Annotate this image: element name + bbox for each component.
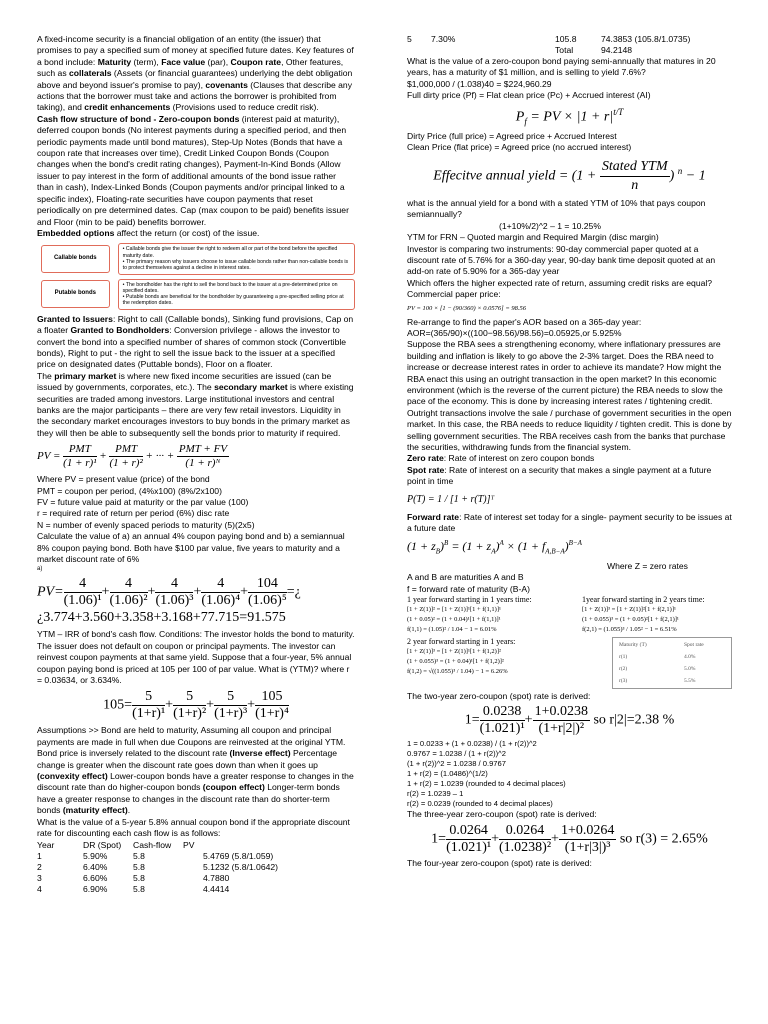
example-a-equation: PV= $\frac{4}{\text{(1.06)¹}}$ + $\frac{4}{\text{(1.06)²}}$ + $\frac{4}{\text{(1.06)³}}$ + $\frac{4}{\text{(1.06)⁴}}$ + $\frac{104}{\text{(1.06)⁵}}$ =¿ [37,576,301,609]
calc-label: a) [37,566,43,573]
compare-paragraph: Investor is comparing two instruments: 90-day commercial paper quoted at a discount rate of 5.76% for a 360-day year, 90-day bank time deposit quoted at an add-on rate of 5.90% for a 365-day year [407,243,716,277]
table-row: r(3) 5.5% [619,678,696,685]
spot-discount-table [37,840,282,895]
which-question: Which offers the higher expected rate of return, assuming credit risks are equal? [407,277,713,288]
left-column [37,34,355,895]
spot-rate-definition: Spot rate: Rate of interest on a security that makes a single payment at a future point in time [407,464,712,487]
four-year-title: The four-year zero-coupon (spot) rate is derived: [407,857,592,868]
putable-label: Putable bonds [41,280,110,308]
full-dirty-price: Full dirty price (Pf) = Flat clean price (Pc) + Accrued interest (AI) [407,90,651,101]
table-row: r(2) 5.0% [619,666,696,673]
right-column [407,34,732,869]
step-3: (1 + r(2))^2 = 1.0238 / 0.9767 [407,759,506,769]
spot-discount-table-continued [407,34,694,56]
embedded-options: Embedded options affect the return (or cost) of the issue. [37,227,260,238]
forward-example-3: 2 year forward starting in 1 years: [1 + Z(1)]³ = [1 + Z(1)]¹[1 + f(1,2)]² (1 + 0.055)³ = (1 + 0.04)¹[1 + f(1,2)]² f(1,2) = √((1.055)³ / 1.04) − 1 = 6.26% [407,637,516,676]
callable-description: • Callable bonds give the issuer the right to redeem all or part of the bond before the specified maturity date. • The primary reason why issuers choose to issue callable bonds rather than non-callable bonds is to protect themselves against a decline in interest rates. [118,243,355,274]
table-row: 4 6.90% 5.8 4.4414 [37,883,230,894]
cp-price-label: Commercial paper price: [407,289,501,300]
forward-example-1: 1 year forward starting in 1 years time: [1 + Z(1)]² = [1 + Z(1)]¹[1 + f(1,1)]¹ (1 + 0.05)² = (1 + 0.04)¹[1 + f(1,1)]¹ f(1,1) = (1.05)² / 1.04 − 1 = 6.01% [407,595,532,634]
f-definition: f = forward rate of maturity (B-A) [407,583,530,594]
cp-price-formula: PV = 100 × [1 − (90/360) × 0.0576] = 98.56 [407,304,526,312]
step-7: r(2) = 0.0239 (rounded to 4 decimal places) [407,799,553,809]
def-pmt: PMT = coupon per period, (4%x100) (8%/2x100) [37,485,222,496]
step-5: 1 + r(2) = 1.0239 (rounded to 4 decimal places) [407,779,566,789]
zero-rate-definition: Zero rate: Rate of interest on zero coupon bonds [407,453,595,464]
calc-question: Calculate the value of a) an annual 4% coupon paying bond and b) a semiannual 8% coupon paying bond. Both have $100 par value, five years to maturity and a market discount rate of 6% [37,531,345,564]
pf-formula: $P_f$ = PV × $|1 + r|^{t/T}$ [515,106,624,127]
forward-example-2: 1year forward starting in 2 years time: [1 + Z(1)]³ = [1 + Z(1)]²[1 + f(2,1)]¹ (1 + 0.055)³ = (1 + 0.05)²[1 + f(2,1)]¹ f(2,1) = (1.055)³ / 1.05² − 1 = 6.51% [582,595,705,634]
ytm-paragraph: YTM – IRR of bond's cash flow. Conditions: The investor holds the bond to maturity. The issuer does not default on coupon or principal payments. The investor can reinvest coupon payments at that same yield. Suppose that a four-year, 5% annual coupon paying bond is priced at 105 per 100 of par value. What is (YTM)? where r = 0.03634, or 3.634%. [37,629,355,686]
callable-label: Callable bonds [41,245,110,273]
step-2: 0.9767 = 1.0238 / (1 + r(2))^2 [407,749,506,759]
where-z: Where Z = zero rates [607,560,688,571]
callable-bonds-box [41,243,355,274]
def-n: N = number of evenly spaced periods to maturity (5)(2x5) [37,519,255,530]
rearrange-line: Re-arrange to find the paper's AOR based on a 365-day year: [407,316,642,327]
intro-paragraph: A fixed-income security is a financial obligation of an entity (the issuer) that promises to pay a specified sum of money at specified future dates. Key features of a bond include: Maturity (term), Face value (par), Coupon rate, Other features, such as collaterals (Assets (or financial guarantees) underlying the debt obligation above and beyond issuer's promise to pay), covenants (Clauses that describe any actions that the borrower must take and actions the borrower is prohibited from taking), and credit enhancements (Provisions used to reduce credit risk). [37,34,354,113]
spot-rate-mini-table [612,637,732,689]
granted-paragraph: Granted to Issuers: Right to call (Callable bonds), Sinking fund provisions, Cap on a floater Granted to Bondholders: Conversion privilege - allows the investor to convert the bond into a specified number of shares of common stock (Convertible bonds), Right to put - the right to sell the issue back to the issuer at a specified price on designated dates (Puttable bonds), Floor on a floater. [37,313,354,370]
three-year-equation: 1= $\frac{0.0264}{\text{(1.021)¹}}$ + $\frac{0.0264}{\text{(1.0238)²}}$ + $\frac{1+0.0264}{\text{(1+r|3|)³}}$ so r(3) = 2.65% [431,822,708,855]
table-total-row: Total 94.2148 [555,45,633,55]
two-year-title: The two-year zero-coupon (spot) rate is derived: [407,691,591,702]
aor-line: AOR=(365/90)×((100−98.56)/98.56)=0.05925,or 5.925% [407,327,622,338]
five-year-question: What is the value of a 5-year 5.8% annual coupon bond if the appropriate discount rate for discounting each cash flow is as follows: [37,816,350,839]
def-fv: FV = future value paid at maturity or the par value (100) [37,496,249,507]
assumptions-paragraph: Assumptions >> Bond are held to maturity, Assuming all coupon and principal payments are made in full when due Coupons are reinvested at the original YTM. Bond price is inversely related to the discount rate (Inverse effect) Percentage change is greater when the discount rate goes down than when it goes up (convexity effect) Lower-coupon bonds have a greater response to changes in the discount rate than do higher-coupon bonds (coupon effect) Longer-term bonds have a greater response to changes in the discount rate than do shorter-term bonds (maturity effect). [37,725,354,816]
table-row: 5 7.30% 105.8 74.3853 (105.8/1.0735) [407,34,691,44]
annual-yield-answer: (1+10%/2)^2 – 1 = 10.25% [499,220,601,231]
dirty-price: Dirty Price (full price) = Agreed price + Accrued Interest [407,131,617,142]
forward-formula: $(1 + z_B)^B = (1 + z_A)^A \times (1 + f_{A,B-A})^{B-A}$ [407,539,582,556]
forward-examples-top [407,595,732,635]
ytm-equation: 105= $\frac{5}{\text{(1+r)¹}}$ + $\frac{5}{\text{(1+r)²}}$ + $\frac{5}{\text{(1+r)³}}$ + $\frac{105}{\text{(1+r)⁴}}$ [103,689,289,722]
example-a-result: ¿3.774+3.560+3.358+3.168+77.715=91.575 [37,610,286,626]
def-pv: Where PV = present value (price) of the bond [37,474,210,485]
table-header: Maturity (T) Spot rate [619,642,704,649]
forward-examples-bottom [407,637,732,689]
pt-formula: P(T) = 1 / [1 + r(T)]ᵀ [407,493,495,505]
table-header: Year DR (Spot) Cash-flow PV [37,839,195,850]
effective-annual-yield-formula: Effecitve annual yield = (1 + $\frac{\text{Stated YTM}}{n}$ ) $^n$ − 1 [433,158,706,193]
putable-bonds-box [41,279,355,310]
step-6: r(2) = 1.0239 – 1 [407,789,464,799]
clean-price: Clean Price (flat price) = Agreed price (no accrued interest) [407,142,632,153]
table-row: 3 6.60% 5.8 4.7880 [37,872,230,883]
zero-coupon-answer: $1,000,000 / (1.038)40 = $224,960.29 [407,78,552,89]
table-row: 2 6.40% 5.8 5.1232 (5.8/1.0642) [37,861,279,872]
def-r: r = required rate of return per period (6%) disc rate [37,508,230,519]
market-paragraph: The primary market is where new fixed income securities are issued (can be issued by governments, corporates, etc.). The secondary market is where existing securities are traded among investors. Large institutional investors and central banks are the major participants – there are very few retail investors. Liquidity in the secondary market encourages investors to buy bonds in the primary market as they will then be able to subsequently sell the bonds prior to maturity if required. [37,370,354,438]
table-row: r(1) 4.0% [619,654,696,661]
table-row: 1 5.90% 5.8 5.4769 (5.8/1.059) [37,850,274,861]
forward-rate-definition: Forward rate: Rate of interest set today for a single- payment security to be issues at a future date [407,511,732,534]
frn-line: YTM for FRN – Quoted margin and Required Margin (disc margin) [407,232,659,243]
cashflow-paragraph: Cash flow structure of bond - Zero-coupon bonds (interest paid at maturity), deferred coupon bonds (No interest payments during a specified period, and then periodic payments made until bond matures), Step-Up Notes (Bonds that have a coupon rate that increases over time), Credit Linked Coupon Bonds (Coupon changes when the bond's credit rating changes), Payment-In-Kind Bonds (Allow issuer to pay interest in the form of additional amounts of the bond issue rather than in cash), Index-Linked Bonds (Coupon payments and/or principal linked to a specific index), Floating-rate securities have coupon payments that reset periodically on pre determined dates. Cap (max coupon to be paid) benefits issuer and Floor (min to be paid) benefits borrower. [37,113,349,227]
step-4: 1 + r(2) = (1.0486)^(1/2) [407,769,488,779]
three-year-title: The three-year zero-coupon (spot) rate is derived: [407,809,597,820]
rba-paragraph: Suppose the RBA sees a strengthening economy, where inflationary pressures are building and inflation is likely to go above the 2-3% target. Does the RBA need to increase or decrease interest rates in order to achieve its mandate? How might the RBA enact this using an outright transaction in the open market? In this economic environment (which is the reverse of the current picture) the RBA needs to slow the pace of the economy. This is done by increasing interest rates / tightening credit. Outright transactions involve the sale / purchase of government securities in the open market. In this case, the RBA needs to reduce liquidity / tighten credit. This is done by selling government securities. The RBA receives cash from the banks that purchase the securities, withdrawing funds from the financial system. [407,339,732,453]
zero-coupon-question: What is the value of a zero-coupon bond paying semi-annually that matures in 20 years, has a maturity of $1 million, and is selling to yield 7.6%? [407,56,716,78]
step-1: 1 = 0.0233 + (1 + 0.0238) / (1 + r(2))^2 [407,739,537,749]
putable-description: • The bondholder has the right to sell the bond back to the issuer at a pre-determined price on specified dates. • Putable bonds are beneficial for the bondholder by guaranteeing a pre-specified selling price at the redemption dates. [118,279,355,310]
pv-formula: PV = $\frac{\text{PMT}}{\text{(1 + r)¹}}$ + $\frac{\text{PMT}}{\text{(1 + r)²}}$ + ··· + $\frac{\text{PMT + FV}}{\text{(1 + r)ᴺ}}$ [37,443,228,470]
annual-yield-question: what is the annual yield for a bond with a stated YTM of 10% that pays coupon semiannually? [407,197,706,220]
two-year-equation: 1= $\frac{0.0238}{\text{(1.021)¹}}$ + $\frac{1+0.0238}{\text{(1+r|2|)²}}$ so r|2|=2.38 % [464,704,675,737]
ab-maturities: A and B are maturities A and B [407,572,524,583]
